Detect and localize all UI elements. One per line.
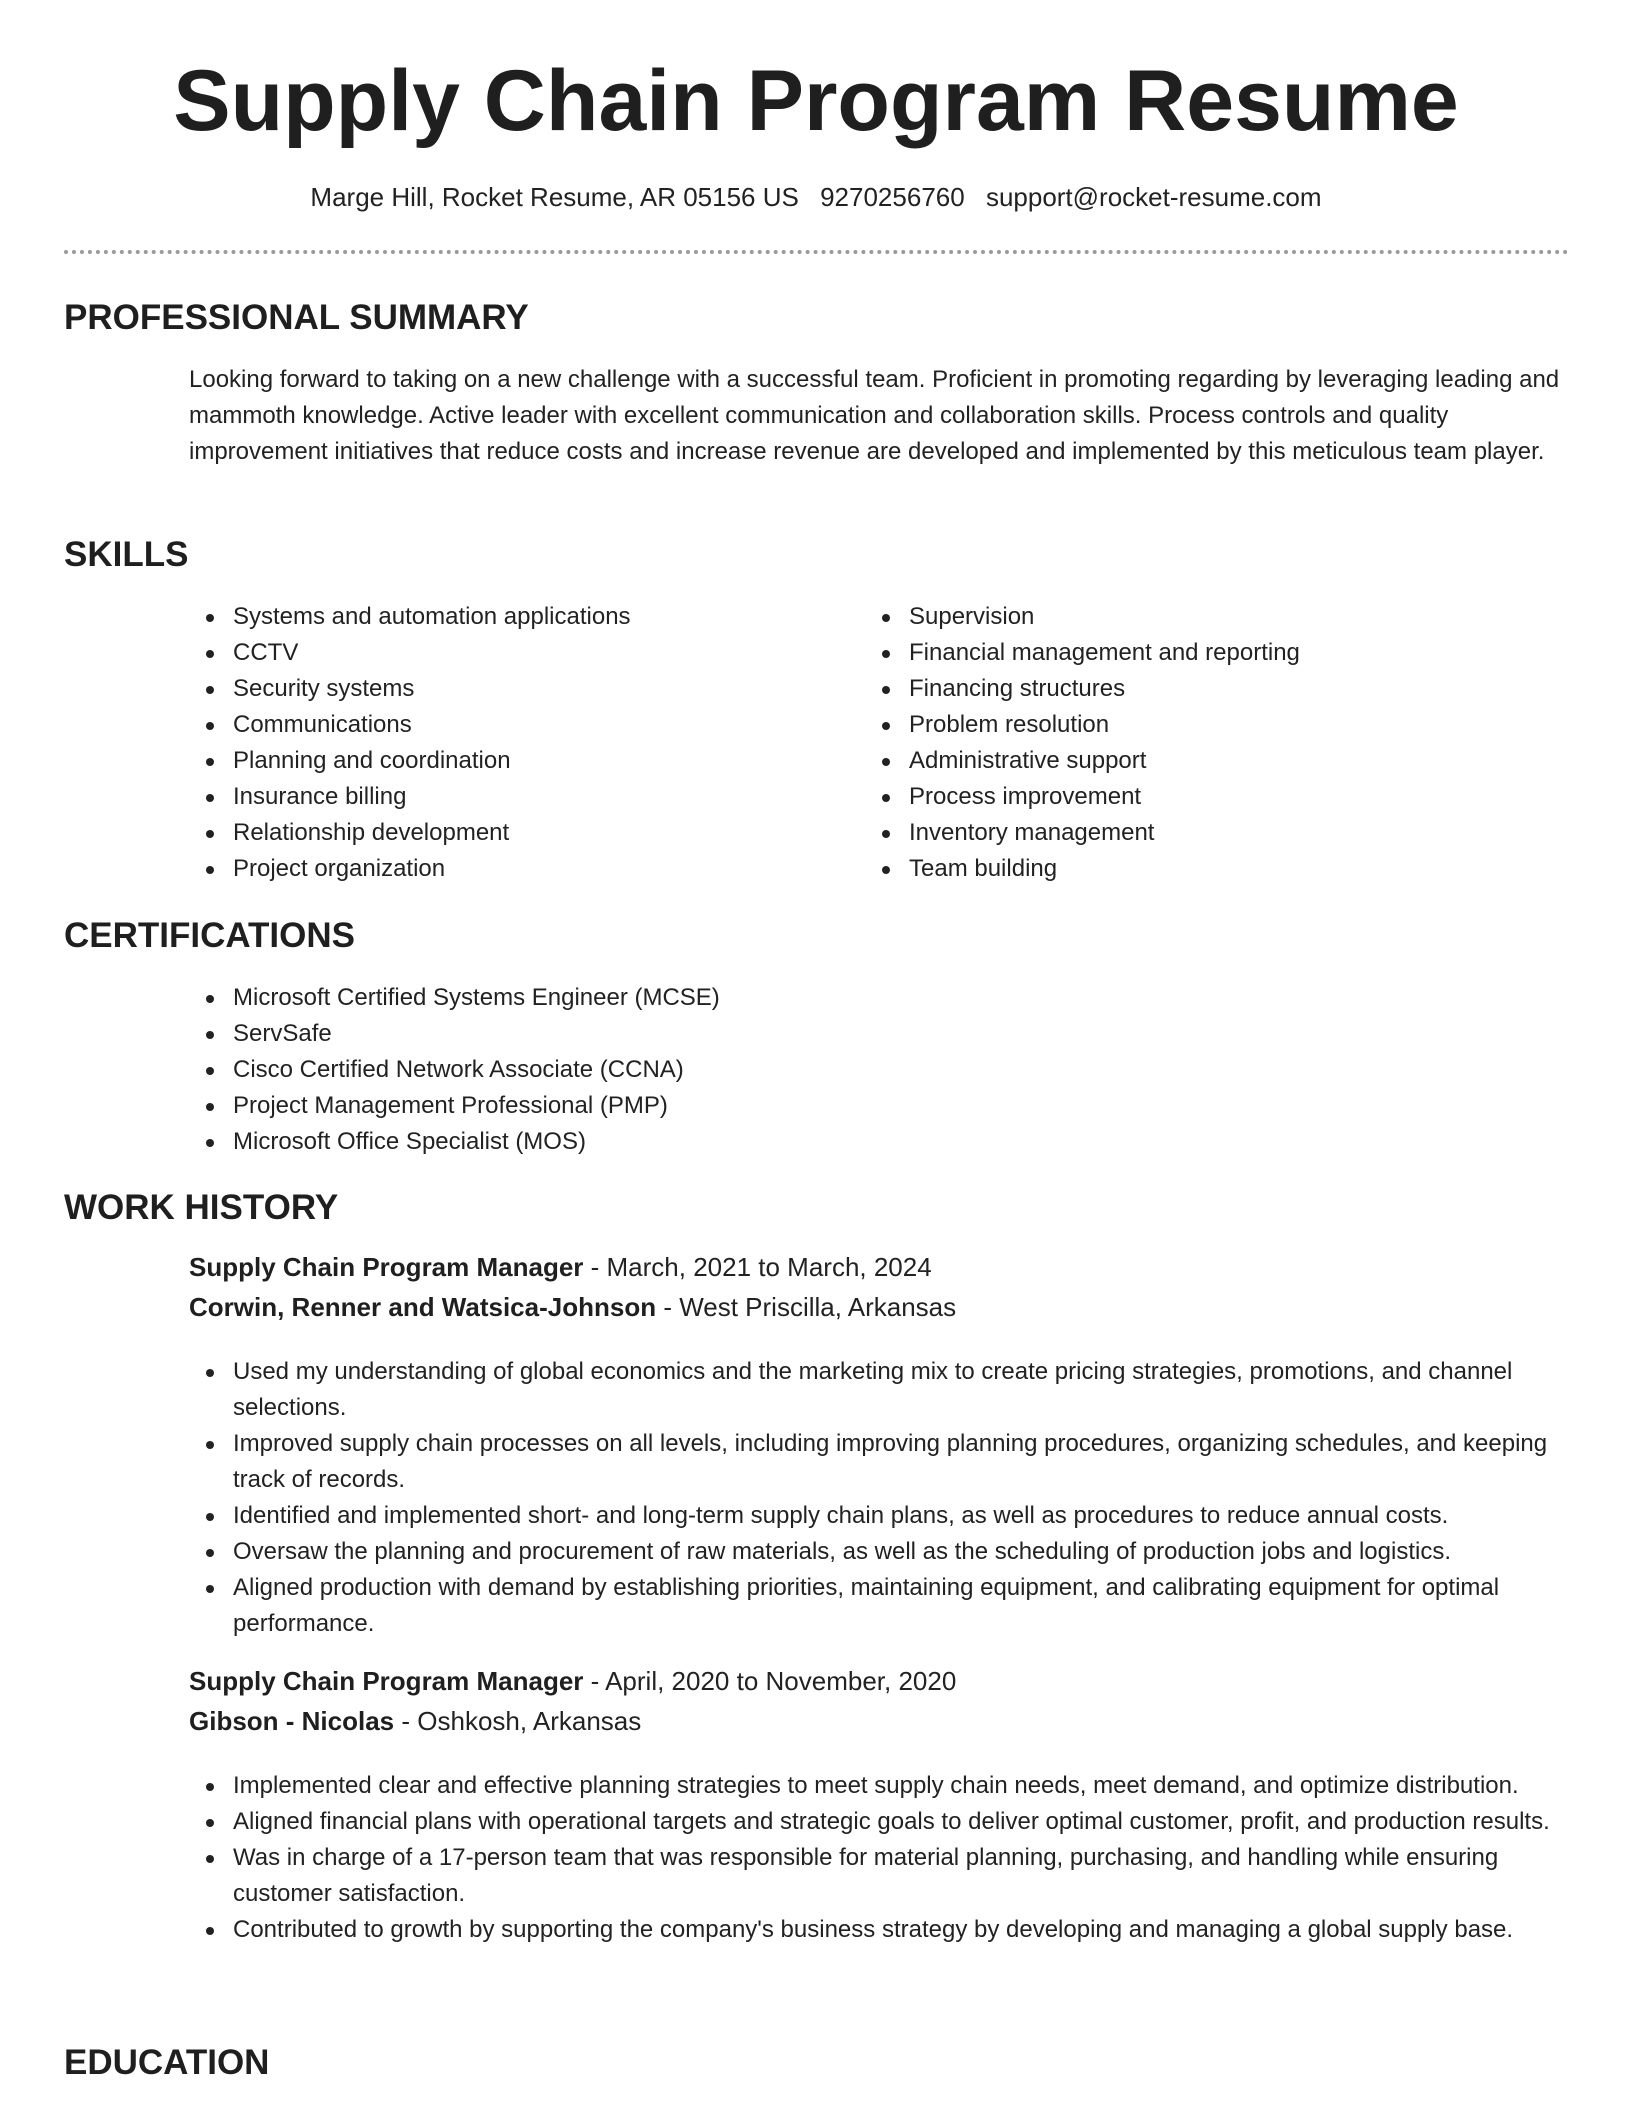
skills-heading: SKILLS	[64, 535, 189, 574]
work-history-heading: WORK HISTORY	[64, 1188, 339, 1227]
skill-item: Communications	[189, 707, 829, 743]
job-bullets	[189, 1354, 1574, 1642]
resume-title: Supply Chain Program Resume	[173, 53, 1459, 149]
skill-item: Financing structures	[865, 671, 1505, 707]
skill-item: Financial management and reporting	[865, 635, 1505, 671]
job-location: - West Priscilla, Arkansas	[656, 1292, 957, 1322]
certifications-heading: CERTIFICATIONS	[64, 916, 356, 955]
skill-item: Team building	[865, 851, 1505, 887]
job-title: Supply Chain Program Manager	[189, 1666, 584, 1696]
skill-item: Administrative support	[865, 743, 1505, 779]
job-company-line	[189, 1706, 641, 1737]
job-bullet: Improved supply chain processes on all levels, including improving planning procedures, organizing schedules, and keeping track of records.	[189, 1426, 1574, 1498]
summary-text: Looking forward to taking on a new challenge with a successful team. Proficient in promoting regarding by leveraging leading and mammoth knowledge. Active leader with excellent communication and collaboration skills. Process controls and quality improvement initiatives that reduce costs and increase revenue are developed and implemented by this meticulous team player.	[189, 366, 1560, 465]
job-bullet: Identified and implemented short- and long-term supply chain plans, as well as procedures to reduce annual costs.	[189, 1498, 1574, 1534]
contact-email: support@rocket-resume.com	[985, 182, 1322, 212]
job-title: Supply Chain Program Manager	[189, 1252, 584, 1282]
skill-item: Problem resolution	[865, 707, 1505, 743]
certification-item: Microsoft Certified Systems Engineer (MCSE)	[189, 980, 1089, 1016]
skill-item: Project organization	[189, 851, 829, 887]
contact-phone: 9270256760	[820, 182, 965, 212]
skill-item: Planning and coordination	[189, 743, 829, 779]
skill-item: CCTV	[189, 635, 829, 671]
job-title-line	[189, 1666, 956, 1697]
job-company: Corwin, Renner and Watsica-Johnson	[189, 1292, 657, 1322]
job-company: Gibson - Nicolas	[189, 1706, 395, 1736]
skill-item: Supervision	[865, 599, 1505, 635]
skill-item: Relationship development	[189, 815, 829, 851]
job-bullet: Implemented clear and effective planning strategies to meet supply chain needs, meet demand, and optimize distribution.	[189, 1768, 1574, 1804]
header-divider	[64, 250, 1569, 254]
skill-item: Insurance billing	[189, 779, 829, 815]
certification-item: Microsoft Office Specialist (MOS)	[189, 1124, 1089, 1160]
job-bullet: Oversaw the planning and procurement of raw materials, as well as the scheduling of production jobs and logistics.	[189, 1534, 1574, 1570]
job-dates: - April, 2020 to November, 2020	[583, 1666, 957, 1696]
certification-item: ServSafe	[189, 1016, 1089, 1052]
job-dates: - March, 2021 to March, 2024	[583, 1252, 932, 1282]
job-company-line	[189, 1292, 956, 1323]
summary-heading: PROFESSIONAL SUMMARY	[64, 298, 529, 337]
job-bullet: Was in charge of a 17-person team that was responsible for material planning, purchasing, and handling while ensuring customer satisfaction.	[189, 1840, 1574, 1912]
certifications-list	[189, 980, 1089, 1160]
skill-item: Security systems	[189, 671, 829, 707]
skills-list-right	[865, 599, 1505, 887]
skill-item: Process improvement	[865, 779, 1505, 815]
job-location: - Oshkosh, Arkansas	[394, 1706, 642, 1736]
certification-item: Project Management Professional (PMP)	[189, 1088, 1089, 1124]
certification-item: Cisco Certified Network Associate (CCNA)	[189, 1052, 1089, 1088]
job-bullet: Aligned financial plans with operational targets and strategic goals to deliver optimal customer, profit, and production results.	[189, 1804, 1574, 1840]
contact-line	[0, 182, 1632, 213]
skill-item: Inventory management	[865, 815, 1505, 851]
job-bullet: Aligned production with demand by establishing priorities, maintaining equipment, and calibrating equipment for optimal performance.	[189, 1570, 1574, 1642]
job-bullet: Used my understanding of global economics and the marketing mix to create pricing strategies, promotions, and channel selections.	[189, 1354, 1574, 1426]
job-bullet: Contributed to growth by supporting the company's business strategy by developing and managing a global supply base.	[189, 1912, 1574, 1948]
job-bullets	[189, 1768, 1574, 1948]
education-heading: EDUCATION	[64, 2043, 270, 2082]
skill-item: Systems and automation applications	[189, 599, 829, 635]
contact-address: Marge Hill, Rocket Resume, AR 05156 US	[310, 182, 799, 212]
skills-list-left	[189, 599, 829, 887]
job-title-line	[189, 1252, 932, 1283]
